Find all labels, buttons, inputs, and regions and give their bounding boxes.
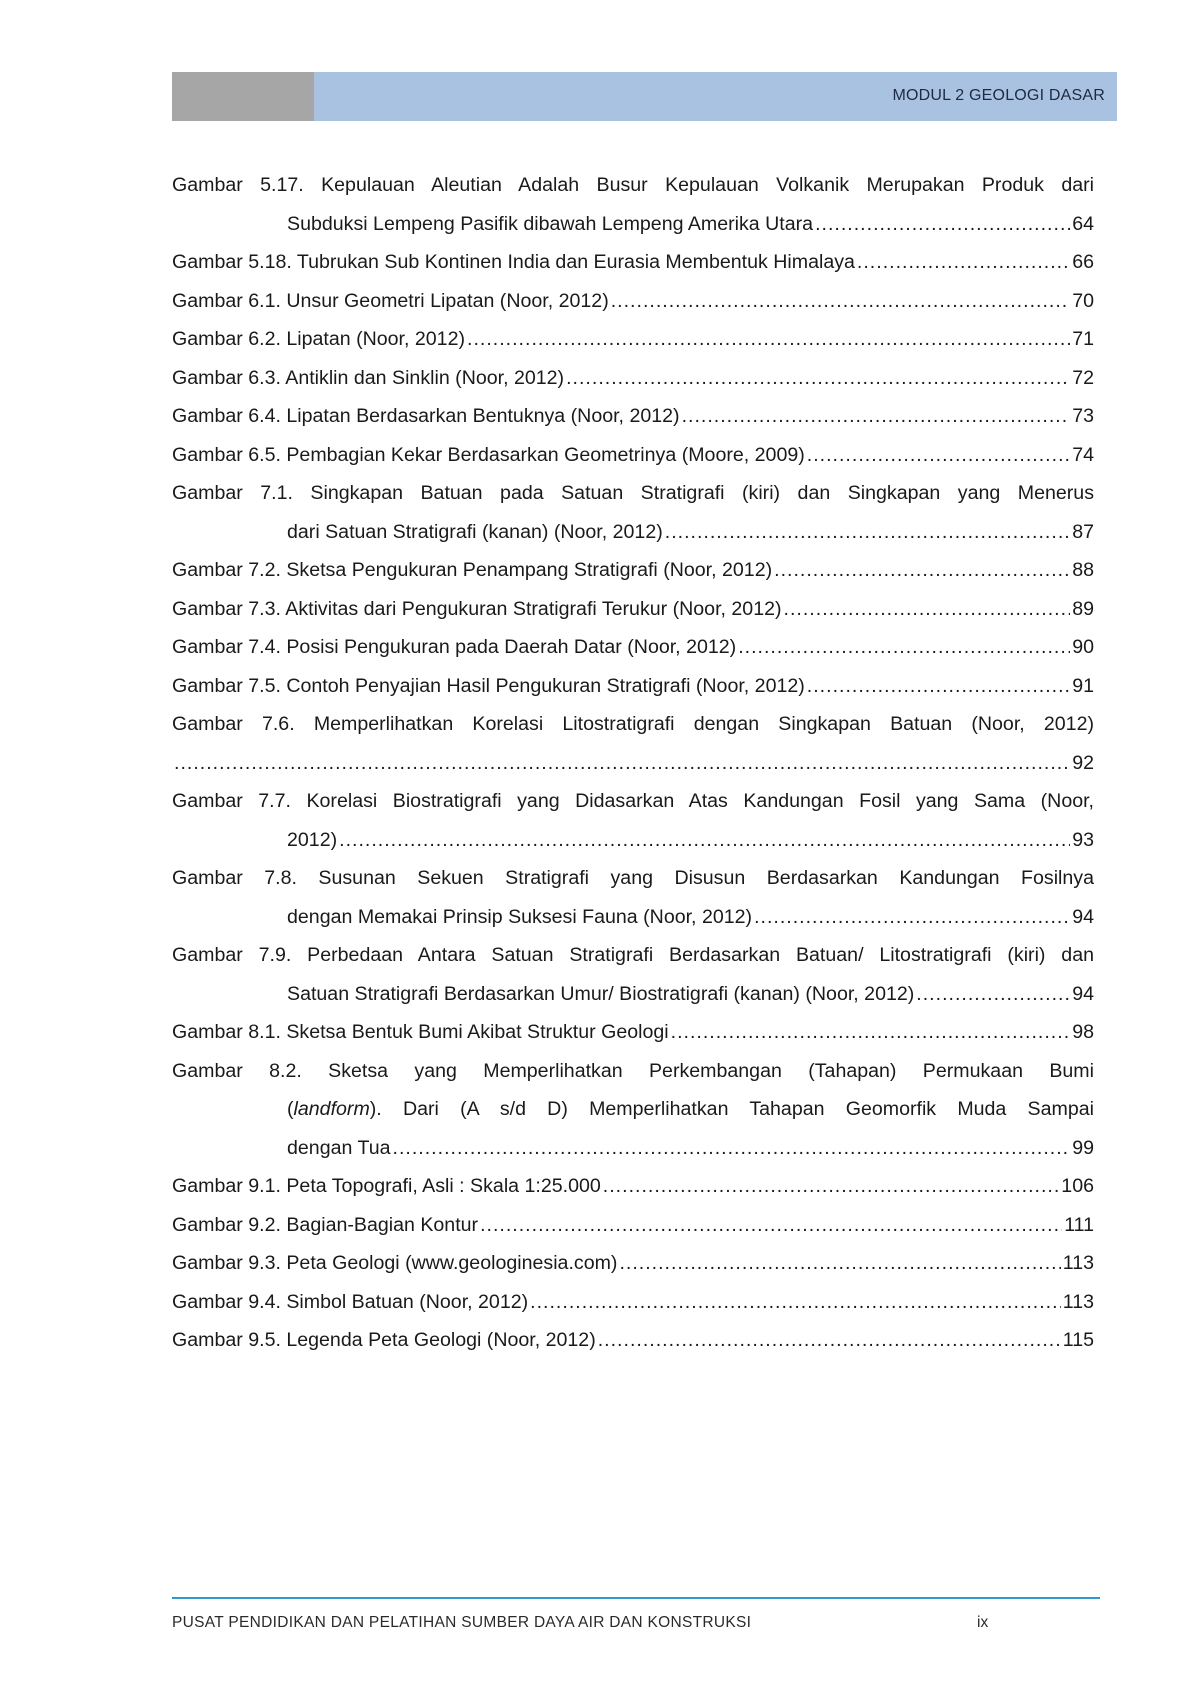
toc-entry-title: dengan Memakai Prinsip Suksesi Fauna (Noor, 2012) [287,905,753,928]
toc-page-number: 113 [1062,1252,1094,1274]
toc-entry-last-line [172,1167,1094,1206]
toc-page-number: 70 [1072,289,1094,312]
toc-entry-title: Subduksi Lempeng Pasifik dibawah Lempeng Amerika Utara [287,212,814,235]
toc-entry-last-line [172,1129,1094,1168]
toc-entry[interactable] [172,667,1094,706]
toc-entry-title: Satuan Stratigrafi Berdasarkan Umur/ Biostratigrafi (kanan) (Noor, 2012) [287,982,915,1005]
toc-entry-last-line [172,436,1094,475]
toc-dot-leader [815,205,1070,244]
toc-entry-last-line [172,590,1094,629]
toc-entry-last-line [172,667,1094,706]
toc-page-number: 94 [1072,982,1094,1005]
toc-entry-last-line [172,744,1094,783]
toc-entry[interactable] [172,474,1094,551]
toc-entry-title: Gambar 6.1. Unsur Geometri Lipatan (Noor, 2012) [172,289,609,312]
toc-entry-line: Gambar 7.9. Perbedaan Antara Satuan Stratigrafi Berdasarkan Batuan/ Litostratigrafi (kiri) dan [172,944,1094,966]
toc-entry[interactable] [172,1244,1094,1283]
toc-dot-leader [467,320,1070,359]
toc-dot-leader [807,667,1070,706]
toc-entry-last-line [172,628,1094,667]
toc-entry-last-line [172,243,1094,282]
toc-dot-leader [807,436,1070,475]
toc-entry-title: Gambar 9.1. Peta Topografi, Asli : Skala 1:25.000 [172,1175,601,1197]
toc-entry-title: dari Satuan Stratigrafi (kanan) (Noor, 2012) [287,520,663,543]
toc-entry-last-line [172,359,1094,398]
toc-entry-title: dengan Tua [287,1136,391,1159]
toc-dot-leader [784,590,1071,629]
toc-page-number: 90 [1072,636,1094,658]
toc-page-number: 115 [1062,1329,1094,1351]
toc-entry[interactable] [172,359,1094,398]
toc-entry-line: (landform). Dari (A s/d D) Memperlihatkan Tahapan Geomorfik Muda Sampai [287,1098,1094,1120]
toc-page-number: 66 [1072,251,1094,273]
toc-dot-leader [682,397,1071,436]
toc-entry-line: Gambar 5.17. Kepulauan Aleutian Adalah Busur Kepulauan Volkanik Merupakan Produk dari [172,174,1094,196]
toc-entry[interactable] [172,1167,1094,1206]
toc-entry-line: Gambar 7.8. Susunan Sekuen Stratigrafi yang Disusun Berdasarkan Kandungan Fosilnya [172,867,1094,889]
toc-entry[interactable] [172,166,1094,243]
toc-dot-leader [480,1206,1062,1245]
toc-entry-title: 2012) [287,828,338,851]
toc-entry-last-line [172,1244,1094,1283]
toc-dot-leader [754,898,1070,937]
toc-dot-leader [603,1167,1060,1206]
toc-entry-title: Gambar 9.2. Bagian-Bagian Kontur [172,1213,479,1236]
toc-page-number: 111 [1064,1213,1094,1236]
toc-dot-leader [671,1013,1071,1052]
toc-entry-line: Gambar 7.7. Korelasi Biostratigrafi yang Didasarkan Atas Kandungan Fosil yang Sama (Noor, [172,790,1094,812]
toc-entry-title: Gambar 6.2. Lipatan (Noor, 2012) [172,328,465,350]
toc-entry-last-line [172,282,1094,321]
toc-entry-last-line [172,1283,1094,1322]
toc-entry-title: Gambar 9.5. Legenda Peta Geologi (Noor, 2012) [172,1329,596,1351]
toc-entry[interactable] [172,551,1094,590]
toc-dot-leader [774,551,1070,590]
toc-entry[interactable] [172,1052,1094,1168]
toc-dot-leader [339,821,1070,860]
toc-entry-last-line [172,397,1094,436]
toc-dot-leader [598,1321,1061,1360]
toc-entry[interactable] [172,243,1094,282]
footer-institution: PUSAT PENDIDIKAN DAN PELATIHAN SUMBER DAYA AIR DAN KONSTRUKSI [172,1614,752,1631]
toc-entry-line: Gambar 7.6. Memperlihatkan Korelasi Litostratigrafi dengan Singkapan Batuan (Noor, 2012) [172,713,1094,735]
toc-dot-leader [665,513,1070,552]
toc-dot-leader [857,243,1070,282]
toc-entry[interactable] [172,590,1094,629]
toc-entry[interactable] [172,397,1094,436]
list-of-figures [172,166,1094,1360]
toc-entry-last-line [172,1321,1094,1360]
toc-entry-title: Gambar 9.4. Simbol Batuan (Noor, 2012) [172,1290,529,1313]
toc-entry-last-line [172,1013,1094,1052]
toc-page-number: 113 [1062,1290,1094,1313]
toc-entry-last-line [172,975,1094,1014]
toc-dot-leader [619,1244,1060,1283]
toc-page-number: 72 [1072,366,1094,389]
toc-entry[interactable] [172,1013,1094,1052]
toc-page-number: 98 [1072,1021,1094,1043]
toc-entry[interactable] [172,936,1094,1013]
toc-page-number: 94 [1072,905,1094,928]
toc-entry[interactable] [172,320,1094,359]
toc-entry-line: Gambar 7.1. Singkapan Batuan pada Satuan Stratigrafi (kiri) dan Singkapan yang Menerus [172,482,1094,504]
toc-entry[interactable] [172,282,1094,321]
toc-entry-title: Gambar 8.1. Sketsa Bentuk Bumi Akibat Struktur Geologi [172,1021,669,1043]
toc-dot-leader [530,1283,1061,1322]
toc-entry-last-line [172,205,1094,244]
toc-dot-leader [916,975,1070,1014]
toc-entry[interactable] [172,782,1094,859]
toc-entry-title: Gambar 7.3. Aktivitas dari Pengukuran Stratigrafi Terukur (Noor, 2012) [172,597,782,620]
header-title: MODUL 2 GEOLOGI DASAR [892,87,1105,104]
toc-page-number: 71 [1072,328,1094,350]
toc-page-number: 92 [1072,751,1094,774]
toc-page-number: 89 [1072,597,1094,620]
toc-entry[interactable] [172,628,1094,667]
toc-entry-title: Gambar 7.2. Sketsa Pengukuran Penampang Stratigrafi (Noor, 2012) [172,559,773,581]
toc-page-number: 91 [1072,674,1094,697]
toc-entry[interactable] [172,705,1094,782]
toc-page-number: 93 [1072,828,1094,851]
toc-entry-last-line [172,513,1094,552]
toc-entry-title: Gambar 6.4. Lipatan Berdasarkan Bentuknya (Noor, 2012) [172,405,680,427]
toc-page-number: 64 [1072,212,1094,235]
toc-entry-last-line [172,320,1094,359]
toc-entry-last-line [172,821,1094,860]
toc-entry[interactable] [172,1321,1094,1360]
toc-dot-leader [174,744,1070,783]
toc-entry[interactable] [172,1283,1094,1322]
page-header-band [172,72,1117,121]
toc-page-number: 73 [1072,405,1094,427]
toc-entry-title: Gambar 5.18. Tubrukan Sub Kontinen India dan Eurasia Membentuk Himalaya [172,251,855,273]
toc-dot-leader [738,628,1070,667]
toc-entry-title: Gambar 6.3. Antiklin dan Sinklin (Noor, 2012) [172,366,565,389]
header-grey-block [172,72,314,121]
toc-dot-leader [611,282,1070,321]
footer-divider [172,1597,1100,1599]
toc-page-number: 74 [1072,443,1094,466]
footer-page-number: ix [977,1614,989,1631]
toc-entry-last-line [172,551,1094,590]
toc-entry-last-line [172,1206,1094,1245]
toc-page-number: 88 [1072,559,1094,581]
toc-dot-leader [566,359,1070,398]
toc-entry-title: Gambar 7.4. Posisi Pengukuran pada Daerah Datar (Noor, 2012) [172,636,737,658]
toc-dot-leader [393,1129,1071,1168]
toc-entry[interactable] [172,1206,1094,1245]
toc-entry-last-line [172,898,1094,937]
toc-entry[interactable] [172,436,1094,475]
toc-page-number: 106 [1061,1175,1094,1197]
toc-entry-title: Gambar 6.5. Pembagian Kekar Berdasarkan Geometrinya (Moore, 2009) [172,443,805,466]
toc-entry-line: Gambar 8.2. Sketsa yang Memperlihatkan Perkembangan (Tahapan) Permukaan Bumi [172,1059,1094,1082]
toc-entry[interactable] [172,859,1094,936]
toc-entry-title: Gambar 9.3. Peta Geologi (www.geologinesia.com) [172,1252,618,1274]
toc-page-number: 99 [1072,1136,1094,1159]
toc-page-number: 87 [1072,520,1094,543]
toc-entry-title: Gambar 7.5. Contoh Penyajian Hasil Pengukuran Stratigrafi (Noor, 2012) [172,674,805,697]
